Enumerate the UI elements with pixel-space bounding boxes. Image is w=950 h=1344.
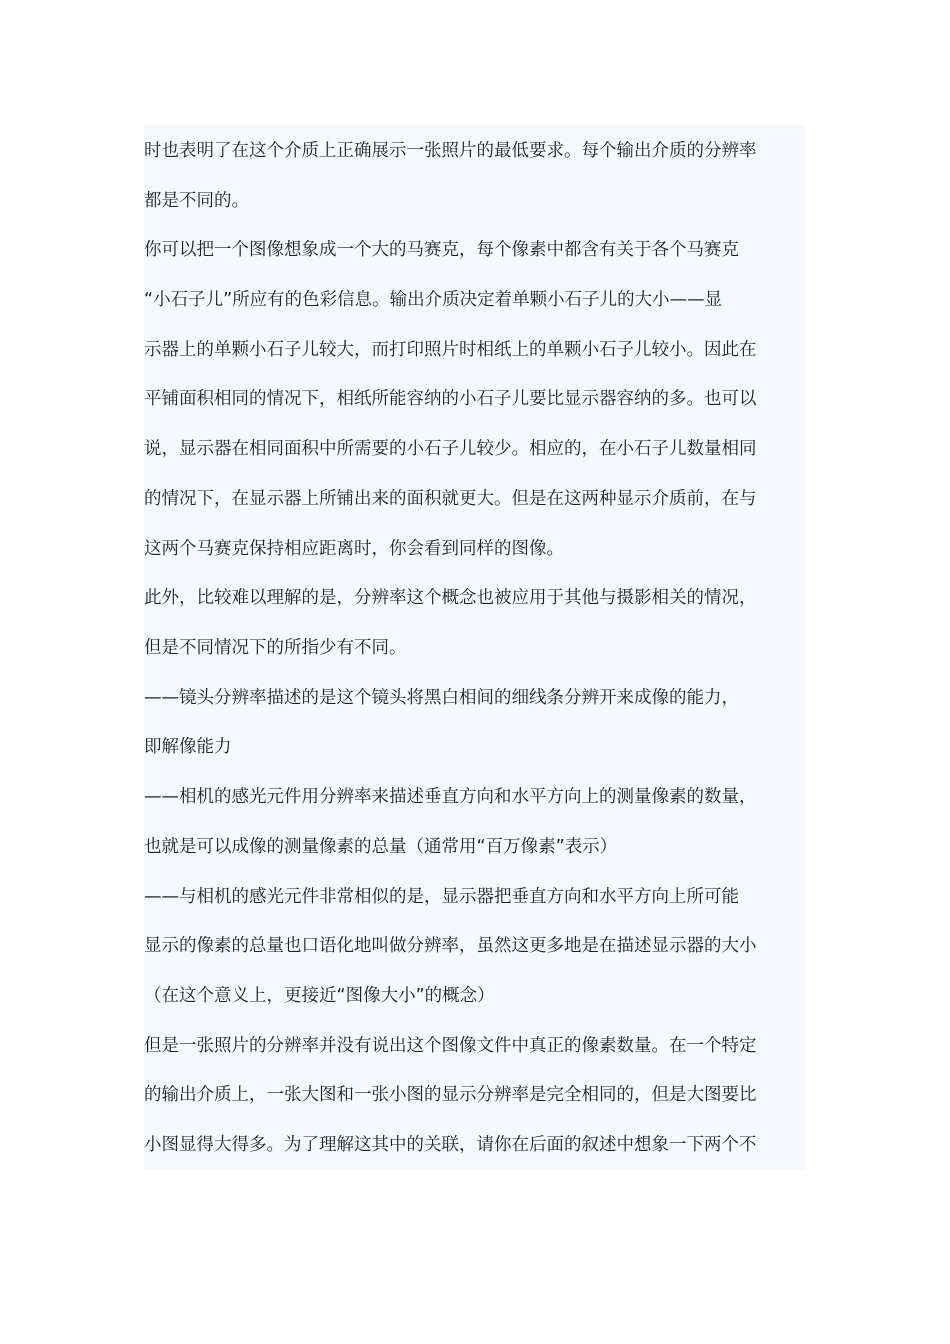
- text-line: 时也表明了在这个介质上正确展示一张照片的最低要求。每个输出介质的分辨率: [144, 141, 757, 161]
- text-line: 说，显示器在相同面积中所需要的小石子儿较少。相应的，在小石子儿数量相同: [144, 439, 757, 459]
- text-line: 的情况下，在显示器上所铺出来的面积就更大。但是在这两种显示介质前，在与: [144, 489, 757, 509]
- text-line: 示器上的单颗小石子儿较大，而打印照片时相纸上的单颗小石子儿较小。因此在: [144, 340, 757, 360]
- text-line: 但是一张照片的分辨率并没有说出这个图像文件中真正的像素数量。在一个特定: [144, 1036, 757, 1056]
- text-line: “小石子儿”所应有的色彩信息。输出介质决定着单颗小石子儿的大小——显: [144, 290, 723, 310]
- text-line: ——镜头分辨率描述的是这个镜头将黑白相间的细线条分辨开来成像的能力，: [144, 688, 739, 708]
- text-line: 平铺面积相同的情况下，相纸所能容纳的小石子儿要比显示器容纳的多。也可以: [144, 389, 757, 409]
- text-line: 你可以把一个图像想象成一个大的马赛克，每个像素中都含有关于各个马赛克: [144, 240, 739, 260]
- text-line: ——与相机的感光元件非常相似的是，显示器把垂直方向和水平方向上所可能: [144, 887, 739, 907]
- text-line: ——相机的感光元件用分辨率来描述垂直方向和水平方向上的测量像素的数量，: [144, 787, 757, 807]
- text-line: 的输出介质上，一张大图和一张小图的显示分辨率是完全相同的，但是大图要比: [144, 1085, 757, 1105]
- text-line: 但是不同情况下的所指少有不同。: [144, 638, 407, 658]
- text-line: 显示的像素的总量也口语化地叫做分辨率，虽然这更多地是在描述显示器的大小: [144, 936, 757, 956]
- text-line: 即解像能力: [144, 737, 232, 757]
- text-line: 也就是可以成像的测量像素的总量（通常用“百万像素”表示）: [144, 837, 618, 857]
- text-line: 这两个马赛克保持相应距离时，你会看到同样的图像。: [144, 539, 564, 559]
- text-content-block: [144, 125, 806, 1170]
- text-line: 小图显得大得多。为了理解这其中的关联，请你在后面的叙述中想象一下两个不: [144, 1135, 757, 1155]
- text-line: 都是不同的。: [144, 191, 249, 211]
- text-line: 此外，比较难以理解的是，分辨率这个概念也被应用于其他与摄影相关的情况，: [144, 588, 757, 608]
- text-line: （在这个意义上，更接近“图像大小”的概念）: [144, 986, 495, 1006]
